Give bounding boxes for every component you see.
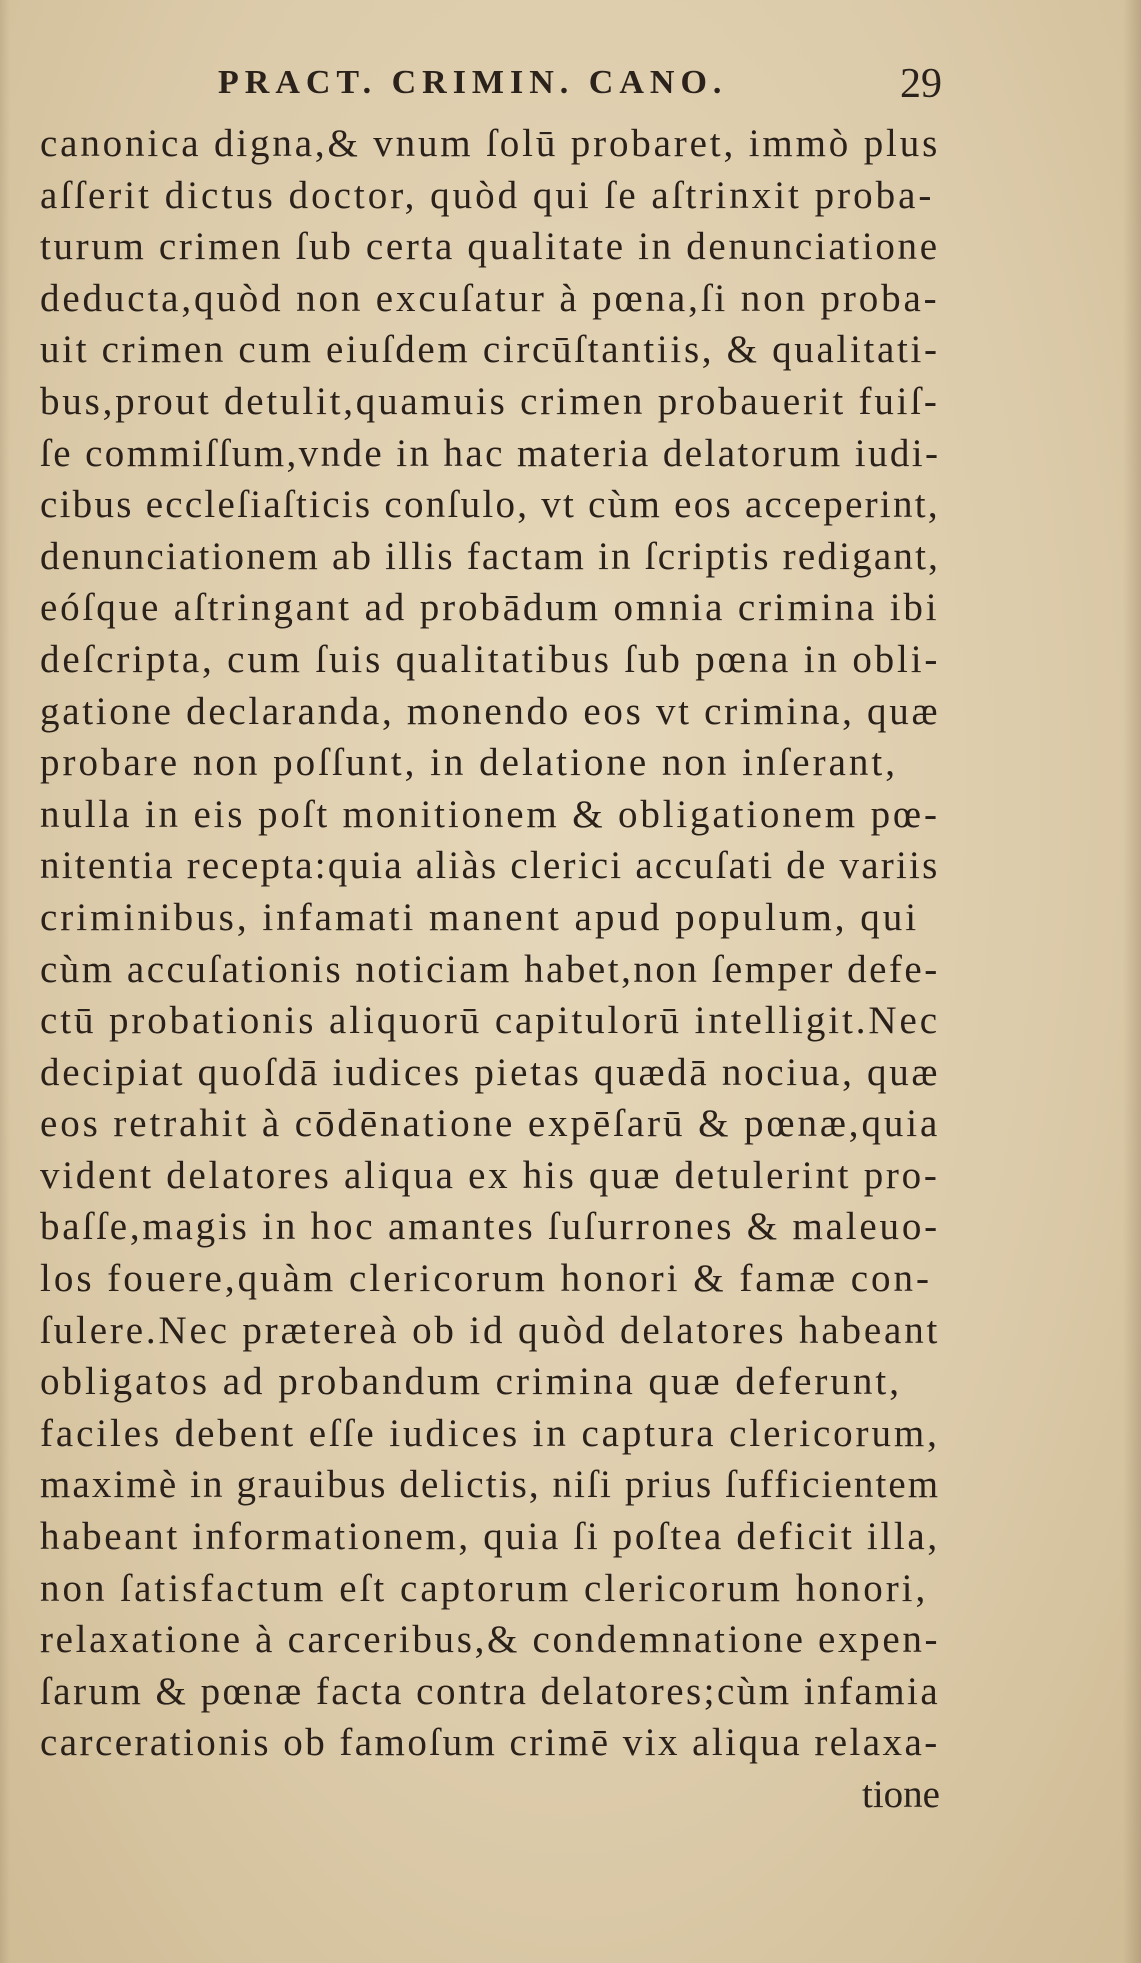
text-line: eóſque aſtringant ad probādum omnia crimina ibi — [40, 586, 940, 630]
page-left-edge-shadow — [0, 0, 10, 1963]
text-line-catchword: tione — [862, 1773, 940, 1816]
page-right-edge-shadow — [1123, 0, 1141, 1963]
text-line: nitentia recepta:quia aliàs clerici accuſati de variis — [40, 844, 940, 888]
text-line: canonica digna,& vnum ſolū probaret, immò plus — [40, 122, 941, 165]
running-head — [0, 60, 1141, 110]
text-line: maximè in grauibus delictis, niſi prius ſufficientem — [40, 1463, 941, 1507]
text-line: vident delatores aliqua ex his quæ detulerint pro- — [40, 1153, 940, 1197]
text-line: relaxatione à carceribus,& condemnatione expen- — [40, 1618, 941, 1662]
running-title: PRACT. CRIMIN. CANO. — [218, 64, 728, 101]
text-line: eos retrahit à cōdēnatione expēſarū & pœnæ,quia — [40, 1102, 941, 1146]
text-line: non ſatisfactum eſt captorum clericorum honori, — [40, 1566, 929, 1610]
text-line: nulla in eis poſt monitionem & obligationem pœ- — [40, 792, 940, 836]
text-line: bus,prout detulit,quamuis crimen probauerit fuiſ- — [40, 379, 940, 423]
text-line: ſulere.Nec prætereà ob id quòd delatores habeant — [40, 1308, 941, 1352]
text-line: faciles debent eſſe iudices in captura clericorum, — [40, 1411, 940, 1455]
text-line: habeant informationem, quia ſi poſtea deficit illa, — [40, 1515, 940, 1559]
text-line: decipiat quoſdā iudices pietas quædā nociua, quæ — [40, 1050, 941, 1094]
text-line: cùm accuſationis noticiam habet,non ſemper defe- — [40, 947, 940, 991]
text-line: denunciationem ab illis factam in ſcriptis redigant, — [40, 534, 941, 578]
text-line: los fouere,quàm clericorum honori & famæ con- — [40, 1257, 933, 1301]
text-line: aſſerit dictus doctor, quòd qui ſe aſtrinxit proba- — [40, 173, 935, 217]
page-number: 29 — [900, 61, 942, 107]
text-line: gatione declaranda, monendo eos vt crimina, quæ — [40, 689, 941, 733]
text-line: cibus eccleſiaſticis conſulo, vt cùm eos acceperint, — [40, 483, 940, 527]
text-line: ſe commiſſum,vnde in hac materia delatorum iudi- — [40, 431, 941, 475]
text-line: ſarum & pœnæ facta contra delatores;cùm infamia — [40, 1669, 941, 1713]
text-line: ctū probationis aliquorū capitulorū intelligit.Nec — [40, 999, 940, 1043]
text-line: carcerationis ob famoſum crimē vix aliqua relaxa- — [40, 1721, 940, 1765]
text-line: uit crimen cum eiuſdem circūſtantiis, & qualitati- — [40, 328, 940, 372]
body-text — [40, 118, 940, 1821]
text-line: deſcripta, cum ſuis qualitatibus ſub pœna in obli- — [40, 637, 941, 681]
text-line: turum crimen ſub certa qualitate in denunciatione — [40, 225, 940, 269]
text-line: deducta,quòd non excuſatur à pœna,ſi non proba- — [40, 276, 940, 320]
text-line: baſſe,magis in hoc amantes ſuſurrones & maleuo- — [40, 1205, 940, 1249]
text-line: probare non poſſunt, in delatione non inſerant, — [40, 741, 898, 785]
text-line: obligatos ad probandum crimina quæ deferunt, — [40, 1360, 902, 1404]
text-line: criminibus, infamati manent apud populum, qui — [40, 895, 920, 939]
